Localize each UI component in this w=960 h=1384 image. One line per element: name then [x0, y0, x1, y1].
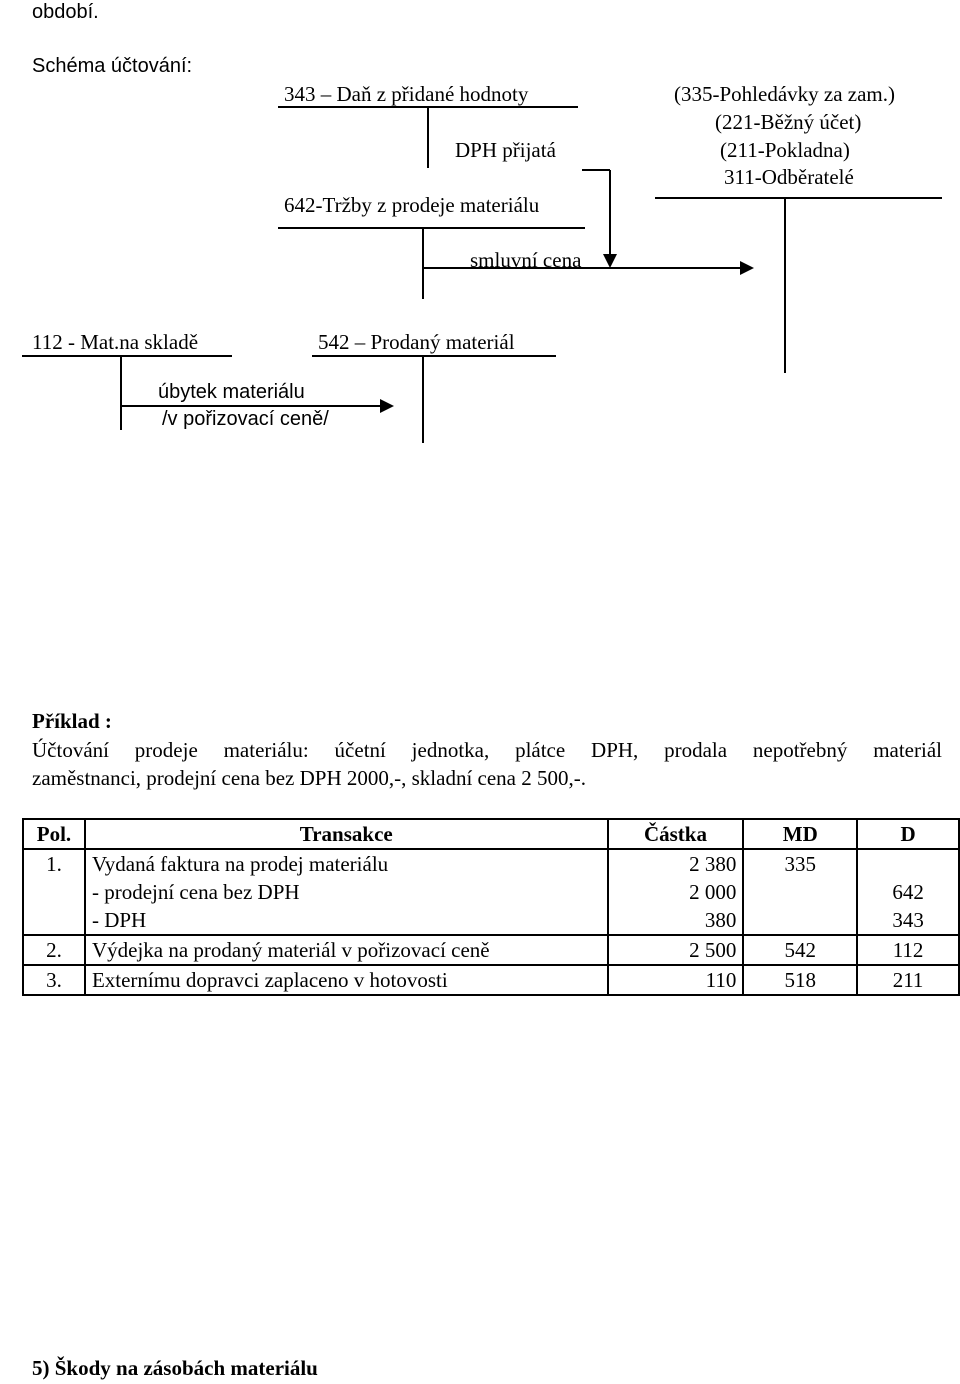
example-text-line1: Účtování prodeje materiálu: účetní jednotka, plátce DPH, prodala nepotřebný materiál [32, 738, 942, 762]
row-transakce [85, 849, 608, 935]
table-header-row [23, 819, 959, 849]
dph-prijata-label: DPH přijatá [455, 138, 556, 162]
arrow-dph [582, 170, 617, 268]
castka-value: 2 380 [689, 852, 737, 876]
account-542-label: 542 – Prodaný materiál [318, 330, 515, 354]
arrow-smluvni-cena [422, 261, 754, 275]
row-d [857, 849, 959, 935]
header-castka: Částka [608, 819, 744, 849]
transakce-line: - DPH [91, 908, 147, 932]
row-pol: 1. [23, 849, 85, 935]
ubytek-label-line2: /v pořizovací ceně/ [162, 408, 329, 430]
header-md: MD [743, 819, 857, 849]
row-md [743, 849, 857, 935]
account-343-label: 343 – Daň z přidané hodnoty [284, 82, 529, 106]
header-pol: Pol. [23, 819, 85, 849]
row-transakce: Výdejka na prodaný materiál v pořizovací ceně [85, 935, 608, 965]
account-112-label: 112 - Mat.na skladě [32, 330, 199, 354]
account-335-label: (335-Pohledávky za zam.) [674, 82, 896, 106]
row-castka: 2 500 [608, 935, 744, 965]
schema-heading: Schéma účtování: [32, 55, 193, 77]
table-row [23, 935, 959, 965]
transakce-line: Vydaná faktura na prodej materiálu [91, 852, 389, 876]
md-value: 335 [784, 852, 817, 876]
table-row [23, 849, 959, 935]
row-md: 518 [743, 965, 857, 995]
account-311-label: 311-Odběratelé [724, 165, 854, 189]
row-d: 211 [857, 965, 959, 995]
row-castka: 110 [608, 965, 744, 995]
d-value: 343 [892, 908, 924, 932]
transakce-line: - prodejní cena bez DPH [91, 880, 300, 904]
d-value: 642 [892, 880, 924, 904]
castka-value: 2 000 [689, 880, 737, 904]
next-section-heading: 5) Škody na zásobách materiálu [32, 1356, 318, 1380]
row-transakce: Externímu dopravci zaplaceno v hotovosti [85, 965, 608, 995]
table-row [23, 965, 959, 995]
account-221-label: (221-Běžný účet) [715, 110, 862, 134]
row-md: 542 [743, 935, 857, 965]
header-d: D [857, 819, 959, 849]
smluvni-cena-label: smluvní cena [470, 248, 582, 272]
top-fragment-text: období. [32, 1, 99, 23]
row-pol: 3. [23, 965, 85, 995]
arrow-ubytek [120, 399, 394, 413]
example-text-line2: zaměstnanci, prodejní cena bez DPH 2000,-, skladní cena 2 500,-. [32, 766, 586, 790]
row-d: 112 [857, 935, 959, 965]
account-211-label: (211-Pokladna) [720, 138, 850, 162]
account-642-label: 642-Tržby z prodeje materiálu [284, 193, 540, 217]
md-value [750, 906, 850, 934]
row-castka [608, 849, 744, 935]
ubytek-label-line1: úbytek materiálu [158, 381, 305, 403]
transactions-table [22, 818, 960, 996]
d-value [864, 850, 952, 878]
md-value [750, 878, 850, 906]
castka-value: 380 [704, 908, 737, 932]
header-transakce: Transakce [85, 819, 608, 849]
example-title: Příklad : [32, 709, 112, 733]
row-pol: 2. [23, 935, 85, 965]
